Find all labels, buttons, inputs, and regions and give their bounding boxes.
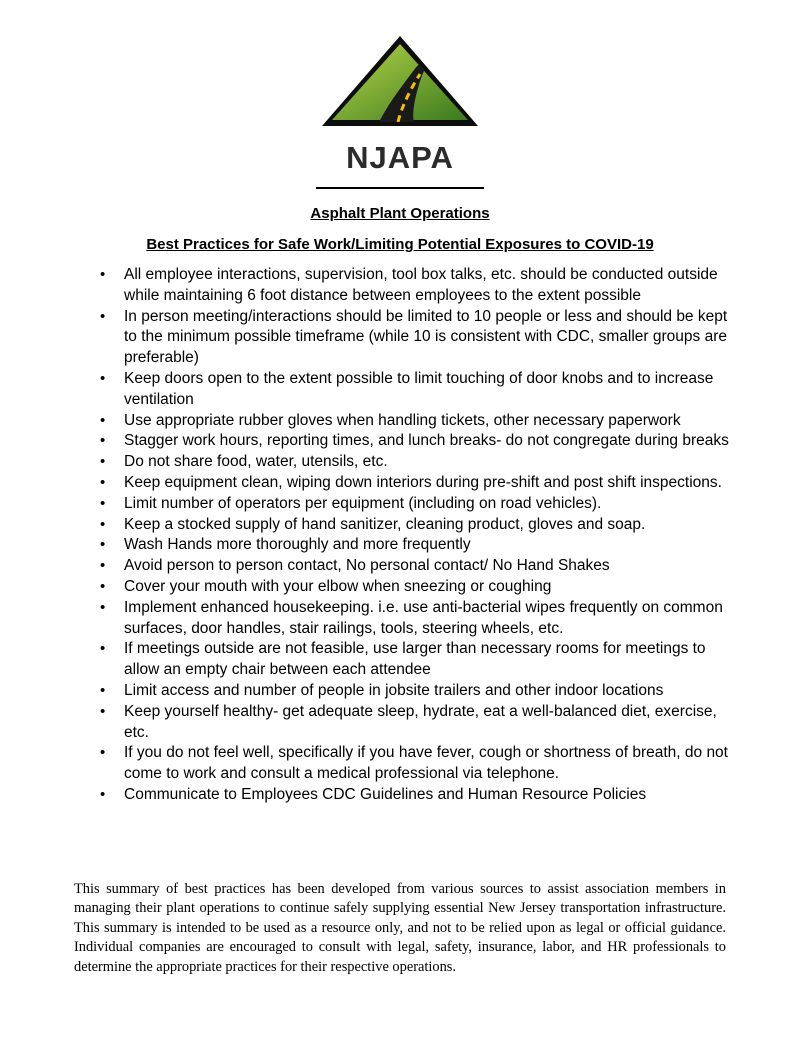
list-item	[100, 265, 740, 307]
road-logo-icon	[318, 34, 482, 138]
list-item	[100, 598, 740, 640]
bullet-icon: •	[100, 453, 106, 471]
list-item	[100, 681, 740, 702]
list-item-text: Cover your mouth with your elbow when sneezing or coughing	[124, 577, 552, 595]
list-item-text: Keep yourself healthy- get adequate sleep, hydrate, eat a well-balanced diet, exercise, etc.	[124, 702, 717, 741]
list-item-text: Limit number of operators per equipment (including on road vehicles).	[124, 494, 602, 512]
bullet-icon: •	[100, 557, 106, 575]
bullet-icon: •	[100, 536, 106, 554]
bullet-icon: •	[100, 702, 106, 720]
list-item	[100, 577, 740, 598]
bullet-icon: •	[100, 681, 106, 699]
list-item	[100, 556, 740, 577]
list-item	[100, 452, 740, 473]
list-item-text: Do not share food, water, utensils, etc.	[124, 453, 388, 471]
document-title: Asphalt Plant Operations	[310, 205, 490, 222]
bullet-icon: •	[100, 473, 106, 491]
list-item-text: Avoid person to person contact, No personal contact/ No Hand Shakes	[124, 557, 610, 575]
logo-divider	[316, 187, 484, 189]
list-item-text: If you do not feel well, specifically if you have fever, cough or shortness of breath, do not come to work and consult a medical professional via telephone.	[124, 744, 728, 783]
list-item-text: Stagger work hours, reporting times, and lunch breaks- do not congregate during breaks	[124, 432, 729, 450]
list-item-text: Keep doors open to the extent possible to limit touching of door knobs and to increase ventilation	[124, 369, 714, 408]
list-item	[100, 535, 740, 556]
list-item	[100, 473, 740, 494]
list-item-text: Communicate to Employees CDC Guidelines and Human Resource Policies	[124, 785, 647, 803]
bullet-icon: •	[100, 577, 106, 595]
list-item	[100, 307, 740, 369]
bullet-icon: •	[100, 494, 106, 512]
list-item	[100, 369, 740, 411]
bullet-icon: •	[100, 369, 106, 387]
list-item	[100, 639, 740, 681]
bullet-icon: •	[100, 266, 106, 283]
list-item-text: Limit access and number of people in jobsite trailers and other indoor locations	[124, 681, 664, 699]
list-item	[100, 785, 740, 806]
njapa-logo	[318, 34, 482, 184]
list-item	[100, 702, 740, 744]
list-item-text: Use appropriate rubber gloves when handling tickets, other necessary paperwork	[124, 411, 681, 429]
bullet-icon: •	[100, 307, 106, 325]
bullet-icon: •	[100, 432, 106, 450]
summary-paragraph: This summary of best practices has been developed from various sources to assist association members in managing their plant operations to continue safely supplying essential New Jersey transportation infrastructure. This summary is intended to be used as a resource only, and not to be relied upon as legal or official guidance. Individual companies are encouraged to consult with legal, safety, insurance, labor, and HR professionals to determine the appropriate practices for their respective operations.	[74, 881, 726, 975]
bullet-icon: •	[100, 785, 106, 803]
list-item	[100, 431, 740, 452]
list-item	[100, 515, 740, 536]
list-item	[100, 494, 740, 515]
list-item-text: In person meeting/interactions should be limited to 10 people or less and should be kept to the minimum possible timeframe (while 10 is consistent with CDC, smaller groups are preferable)	[124, 307, 728, 367]
bullet-icon: •	[100, 640, 106, 658]
list-item-text: Keep equipment clean, wiping down interiors during pre-shift and post shift inspections.	[124, 473, 722, 491]
bullet-icon: •	[100, 515, 106, 533]
list-item	[100, 743, 740, 785]
list-item-text: Wash Hands more thoroughly and more frequently	[124, 536, 471, 554]
list-item-text: Implement enhanced housekeeping. i.e. use anti-bacterial wipes frequently on common surfaces, door handles, stair railings, tools, steering wheels, etc.	[124, 598, 723, 637]
document-subtitle: Best Practices for Safe Work/Limiting Potential Exposures to COVID-19	[146, 236, 654, 253]
list-item	[100, 411, 740, 432]
logo-wordmark: NJAPA	[346, 140, 454, 175]
bullet-icon: •	[100, 411, 106, 429]
bullet-icon: •	[100, 744, 106, 762]
list-item-text: Keep a stocked supply of hand sanitizer, cleaning product, gloves and soap.	[124, 515, 646, 533]
list-item-text: If meetings outside are not feasible, use larger than necessary rooms for meetings to allow an empty chair between each attendee	[124, 640, 706, 679]
list-item-text: All employee interactions, supervision, tool box talks, etc. should be conducted outside while maintaining 6 foot distance between employees to the extent possible	[124, 266, 718, 304]
bullet-icon: •	[100, 598, 106, 616]
best-practices-list	[100, 265, 740, 806]
